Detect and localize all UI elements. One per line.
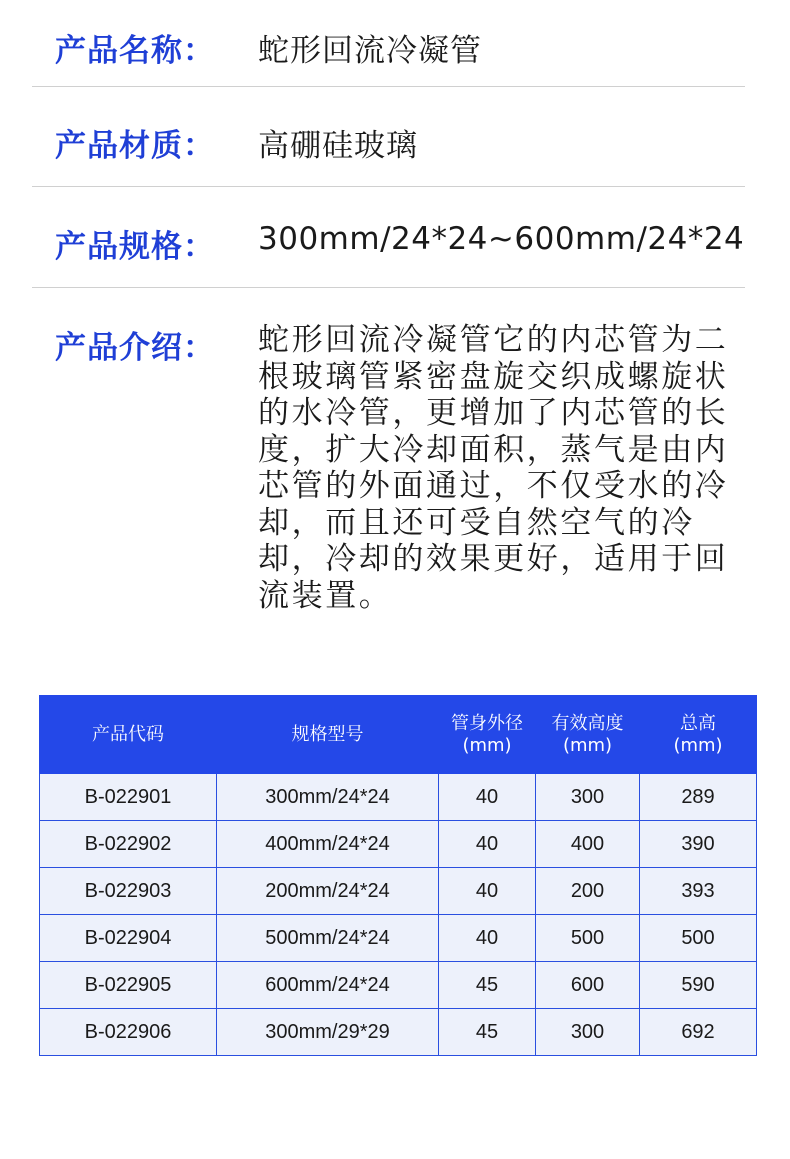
table-row	[40, 915, 757, 962]
table-header-row	[40, 696, 757, 774]
header-title: 规格型号	[291, 723, 364, 745]
product-spec-label: 产品规格：	[55, 229, 215, 265]
table-row	[40, 962, 757, 1009]
cell-spec-model: 300mm/24*24	[217, 774, 439, 821]
cell-total-height: 500	[640, 915, 757, 962]
cell-product-code: B-022902	[40, 821, 217, 868]
header-unit: (mm)	[562, 734, 613, 756]
cell-total-height: 590	[640, 962, 757, 1009]
product-intro-text: 蛇形回流冷凝管它的内芯管为二根玻璃管紧密盘旋交织成螺旋状的水冷管，更增加了内芯管的长度，扩大冷却面积，蒸气是由内芯管的外面通过，不仅受水的冷却，而且还可受自然空气的冷却，冷却的效果更好，适用于回流装置。	[258, 322, 729, 614]
cell-total-height: 289	[640, 774, 757, 821]
header-title: 产品代码	[92, 723, 164, 745]
header-title: 有效高度	[551, 712, 624, 734]
cell-total-height: 393	[640, 868, 757, 915]
product-material-label: 产品材质：	[55, 128, 215, 164]
header-effective-height	[536, 696, 640, 774]
cell-effective-height: 500	[536, 915, 640, 962]
header-spec-model	[217, 696, 439, 774]
header-outer-diameter	[439, 696, 536, 774]
cell-spec-model: 500mm/24*24	[217, 915, 439, 962]
cell-effective-height: 200	[536, 868, 640, 915]
product-spec-value: 300mm/24*24~600mm/24*24	[258, 221, 745, 257]
cell-outer-diameter: 45	[439, 1009, 536, 1056]
table-row	[40, 1009, 757, 1056]
cell-outer-diameter: 40	[439, 868, 536, 915]
cell-total-height: 692	[640, 1009, 757, 1056]
cell-outer-diameter: 40	[439, 915, 536, 962]
cell-effective-height: 300	[536, 774, 640, 821]
cell-outer-diameter: 40	[439, 821, 536, 868]
cell-spec-model: 200mm/24*24	[217, 868, 439, 915]
divider	[32, 186, 745, 187]
product-name-label: 产品名称：	[55, 33, 215, 69]
cell-product-code: B-022905	[40, 962, 217, 1009]
cell-product-code: B-022906	[40, 1009, 217, 1056]
product-material-value: 高硼硅玻璃	[258, 128, 418, 164]
cell-product-code: B-022903	[40, 868, 217, 915]
header-title: 总高	[680, 712, 716, 734]
cell-outer-diameter: 45	[439, 962, 536, 1009]
cell-spec-model: 300mm/29*29	[217, 1009, 439, 1056]
cell-spec-model: 600mm/24*24	[217, 962, 439, 1009]
cell-spec-model: 400mm/24*24	[217, 821, 439, 868]
header-total-height	[640, 696, 757, 774]
header-unit: (mm)	[673, 734, 723, 756]
table-row	[40, 868, 757, 915]
product-intro-label: 产品介绍：	[55, 330, 215, 366]
table-row	[40, 821, 757, 868]
cell-effective-height: 400	[536, 821, 640, 868]
cell-product-code: B-022904	[40, 915, 217, 962]
cell-effective-height: 600	[536, 962, 640, 1009]
product-name-value: 蛇形回流冷凝管	[258, 33, 482, 69]
cell-effective-height: 300	[536, 1009, 640, 1056]
header-product-code	[40, 696, 217, 774]
cell-product-code: B-022901	[40, 774, 217, 821]
cell-outer-diameter: 40	[439, 774, 536, 821]
spec-table	[39, 695, 757, 1056]
divider	[32, 86, 745, 87]
table-row	[40, 774, 757, 821]
header-title: 管身外径	[451, 712, 523, 734]
cell-total-height: 390	[640, 821, 757, 868]
divider	[32, 287, 745, 288]
header-unit: (mm)	[462, 734, 512, 756]
